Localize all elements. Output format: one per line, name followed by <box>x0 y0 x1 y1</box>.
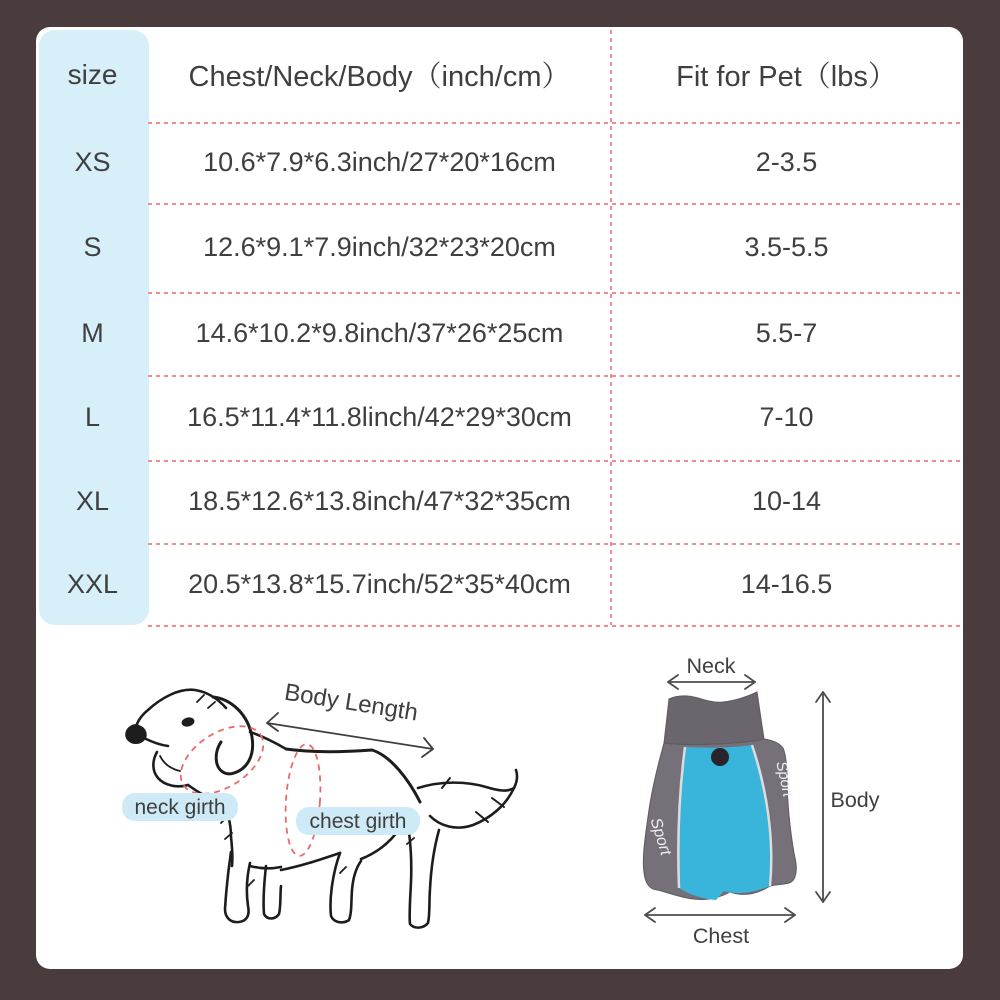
cell-fit: 10-14 <box>751 486 822 516</box>
chest-girth-ellipse <box>282 743 324 857</box>
table-row <box>36 375 963 460</box>
body-length-label: Body Length <box>282 678 420 727</box>
cell-size: XXL <box>66 568 119 599</box>
vest-blue-panel <box>678 745 771 900</box>
chest-label: Chest <box>692 924 750 948</box>
cell-measurements: 20.5*13.8*15.7inch/52*35*40cm <box>188 568 571 599</box>
cell-measurements: 16.5*11.4*11.8linch/42*29*30cm <box>187 402 572 432</box>
cell-fit: 5.5-7 <box>755 318 818 348</box>
vest-brand-text-left: Sport <box>646 815 675 858</box>
neck-girth-label: neck girth <box>134 796 226 819</box>
cell-size: XS <box>74 147 111 177</box>
cell-size: XL <box>75 486 110 516</box>
chest-girth-label: chest girth <box>309 810 407 833</box>
header-size: size <box>67 58 118 90</box>
dog-measurement-diagram <box>100 660 560 970</box>
neck-label: Neck <box>686 654 736 678</box>
table-row <box>36 292 963 375</box>
cell-size: S <box>83 232 102 262</box>
cell-measurements: 10.6*7.9*6.3inch/27*20*16cm <box>203 147 556 177</box>
table-row <box>36 203 963 292</box>
table-row <box>36 122 963 203</box>
body-arrow <box>816 692 830 902</box>
header-fit: Fit for Pet（lbs） <box>676 61 897 93</box>
cell-fit: 14-16.5 <box>740 568 833 599</box>
table-row <box>36 460 963 543</box>
cell-measurements: 14.6*10.2*9.8inch/37*26*25cm <box>195 318 564 348</box>
cell-measurements: 18.5*12.6*13.8inch/47*32*35cm <box>188 486 571 516</box>
cell-size: L <box>84 402 101 432</box>
cell-fit: 2-3.5 <box>755 147 818 177</box>
chest-arrow <box>645 908 795 922</box>
content-panel <box>36 27 963 969</box>
vest-illustration <box>643 692 796 900</box>
vest-measurement-diagram <box>600 640 900 970</box>
body-label: Body <box>830 788 880 812</box>
vest-brand-text-right: Sport <box>772 759 797 799</box>
measurement-ellipses <box>169 712 324 857</box>
header-measurements: Chest/Neck/Body（inch/cm） <box>188 61 571 93</box>
neck-girth-callout <box>122 793 238 821</box>
cell-measurements: 12.6*9.1*7.9inch/32*23*20cm <box>203 232 556 262</box>
table-row <box>36 543 963 625</box>
vest-collar <box>664 692 764 744</box>
cell-size: M <box>81 318 104 348</box>
vest-button <box>711 748 729 766</box>
cell-fit: 3.5-5.5 <box>744 232 829 262</box>
cell-fit: 7-10 <box>759 402 814 432</box>
row-divider-dashed <box>148 625 963 627</box>
table-header-row <box>36 27 963 122</box>
chest-girth-callout <box>296 807 420 835</box>
